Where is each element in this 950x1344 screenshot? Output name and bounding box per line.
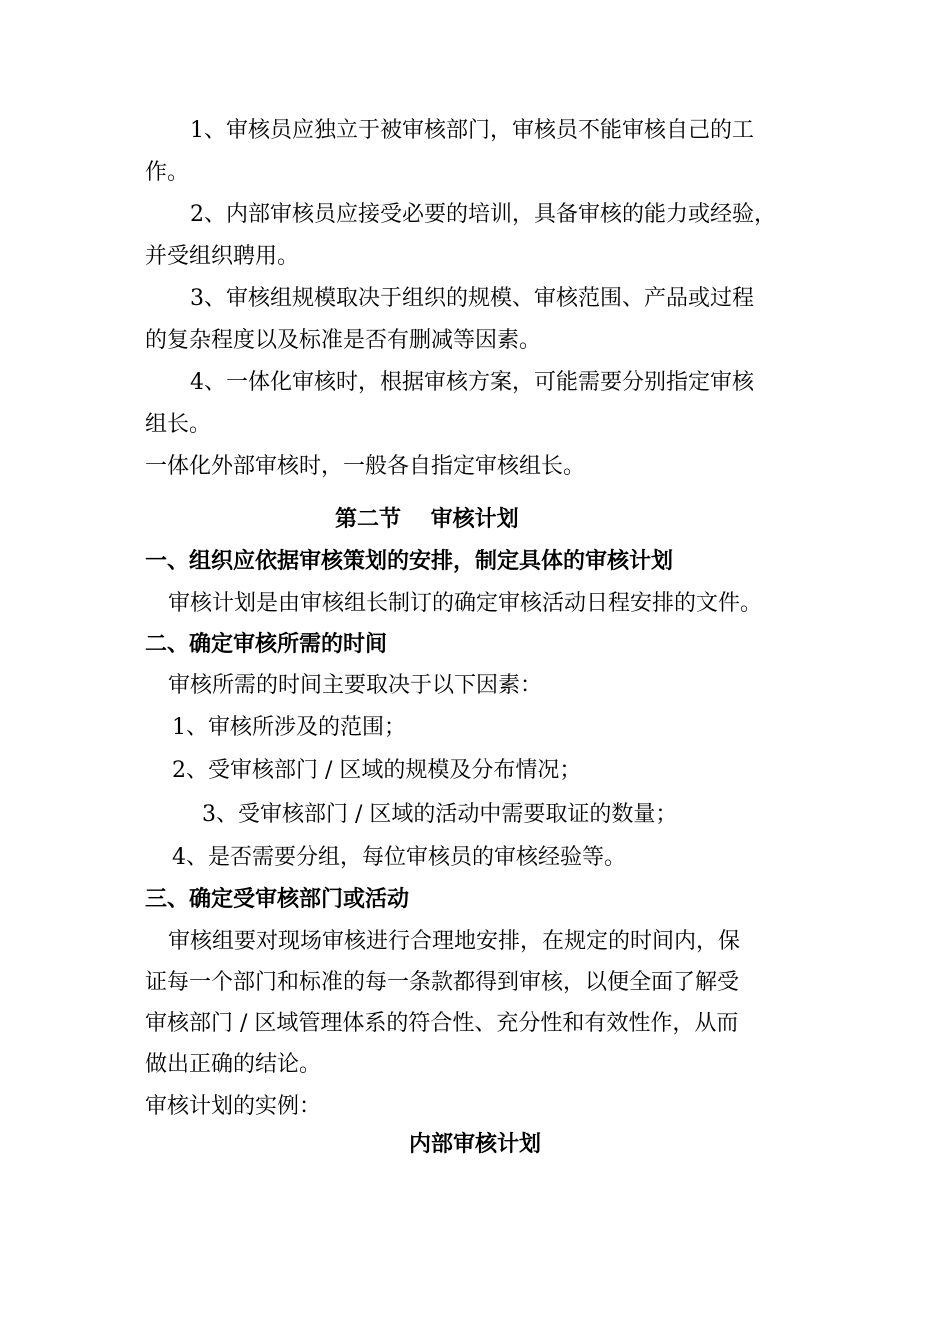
heading-3-line-3: 审核部门 / 区域管理体系的符合性、充分性和有效性作，从而: [145, 1011, 739, 1036]
example-label: 审核计划的实例：: [145, 1094, 322, 1119]
heading-3-line-2: 证每一个部门和标准的每一条款都得到审核，以便全面了解受: [145, 970, 740, 995]
plan-title: 内部审核计划: [408, 1132, 541, 1157]
factor-2: 2、受审核部门 / 区域的规模及分布情况；: [172, 758, 582, 783]
paragraph-2-line-1: 2、内部审核员应接受必要的培训，具备审核的能力或经验，: [190, 202, 776, 227]
paragraph-5: 一体化外部审核时，一般各自指定审核组长。: [145, 454, 586, 479]
heading-3: 三、确定受审核部门或活动: [145, 887, 410, 912]
factor-1: 1、审核所涉及的范围；: [172, 715, 406, 740]
paragraph-2-line-2: 并受组织聘用。: [145, 244, 300, 269]
paragraph-4-line-2: 组长。: [145, 412, 212, 437]
heading-3-line-1: 审核组要对现场审核进行合理地安排，在规定的时间内，保: [168, 929, 741, 954]
paragraph-1-line-1: 1、审核员应独立于被审核部门，审核员不能审核自己的工: [190, 118, 754, 143]
paragraph-3-line-1: 3、审核组规模取决于组织的规模、审核范围、产品或过程: [190, 286, 754, 311]
heading-2-text: 审核所需的时间主要取决于以下因素：: [168, 673, 543, 698]
paragraph-4-line-1: 4、一体化审核时，根据审核方案，可能需要分别指定审核: [190, 370, 754, 395]
heading-1-text: 审核计划是由审核组长制订的确定审核活动日程安排的文件。: [168, 591, 763, 616]
paragraph-1-line-2: 作。: [145, 160, 190, 185]
paragraph-3-line-2: 的复杂程度以及标准是否有删减等因素。: [145, 328, 542, 353]
heading-1: 一、组织应依据审核策划的安排，制定具体的审核计划: [145, 549, 674, 574]
heading-2: 二、确定审核所需的时间: [145, 632, 388, 657]
factor-4: 4、是否需要分组，每位审核员的审核经验等。: [172, 845, 626, 870]
heading-3-line-4: 做出正确的结论。: [145, 1052, 322, 1077]
factor-3: 3、受审核部门 / 区域的活动中需要取证的数量；: [202, 802, 678, 827]
section-title: 第二节 审核计划: [335, 507, 519, 532]
